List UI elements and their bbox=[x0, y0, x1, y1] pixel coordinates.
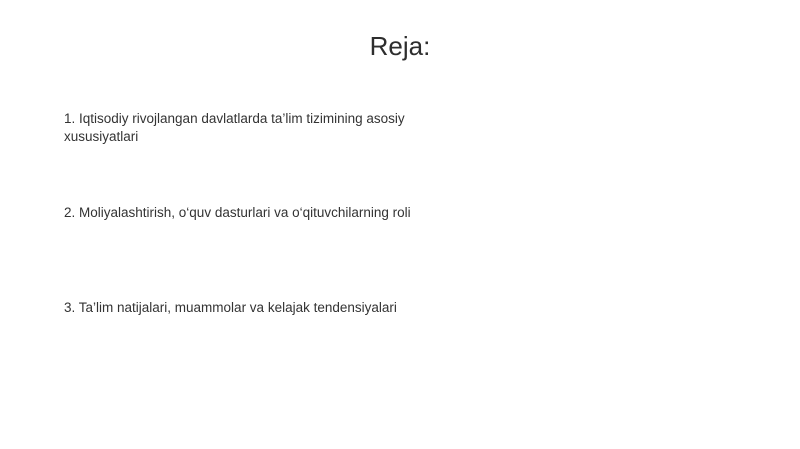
agenda-item-1: 1. Iqtisodiy rivojlangan davlatlarda ta’lim tizimining asosiy xususiyatlari bbox=[64, 111, 405, 144]
agenda-item-2: 2. Moliyalashtirish, o‘quv dasturlari va o‘qituvchilarning roli bbox=[64, 205, 411, 220]
agenda-item-3: 3. Ta’lim natijalari, muammolar va kelajak tendensiyalari bbox=[64, 300, 397, 315]
slide-title: Reja: bbox=[369, 31, 431, 61]
